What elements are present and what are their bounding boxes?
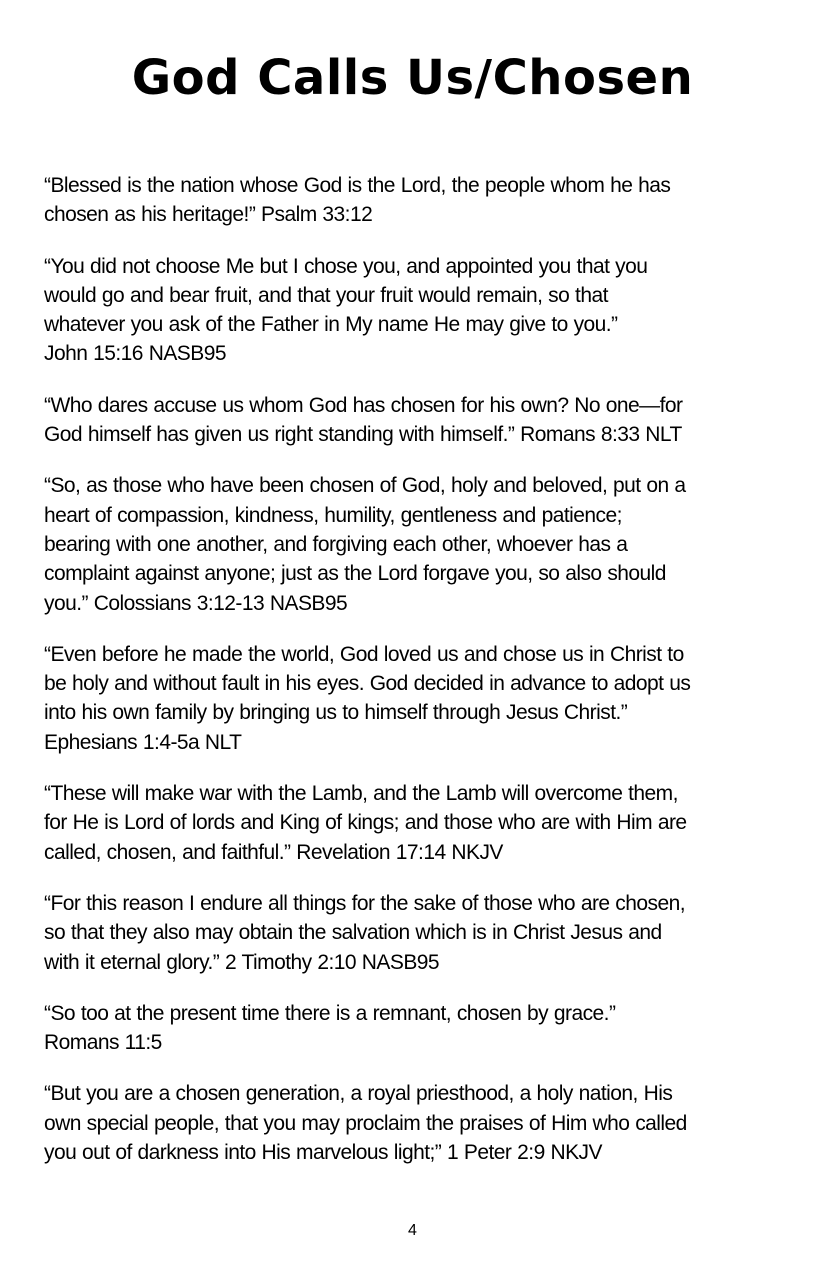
verse-line: complaint against anyone; just as the Lord forgave you, so also should — [44, 562, 666, 586]
verse-paragraph — [44, 779, 784, 867]
verse-line: whatever you ask of the Father in My name He may give to you.” — [44, 313, 618, 337]
verse-line: so that they also may obtain the salvation which is in Christ Jesus and — [44, 921, 662, 945]
verse-line: own special people, that you may proclaim the praises of Him who called — [44, 1111, 687, 1135]
page-title: God Calls Us/Chosen — [131, 50, 694, 106]
verse-line: “Even before he made the world, God loved us and chose us in Christ to — [44, 642, 684, 666]
verse-line: heart of compassion, kindness, humility, gentleness and patience; — [44, 503, 622, 527]
page-number: 4 — [408, 1222, 417, 1239]
verse-line: for He is Lord of lords and King of kings; and those who are with Him are — [44, 811, 687, 835]
verse-line: “These will make war with the Lamb, and the Lamb will overcome them, — [44, 782, 678, 806]
verse-line: “Who dares accuse us whom God has chosen for his own? No one—for — [44, 393, 683, 417]
verse-paragraph — [44, 252, 784, 369]
verse-line: chosen as his heritage!” Psalm 33:12 — [44, 203, 373, 227]
verse-line: “You did not choose Me but I chose you, and appointed you that you — [44, 254, 648, 278]
verse-paragraph — [44, 471, 784, 617]
verse-line: bearing with one another, and forgiving each other, whoever has a — [44, 532, 628, 556]
verse-line: “So too at the present time there is a remnant, chosen by grace.” — [44, 1001, 616, 1025]
verse-paragraph — [44, 171, 784, 230]
verse-line: God himself has given us right standing with himself.” Romans 8:33 NLT — [44, 423, 682, 447]
verse-line: “Blessed is the nation whose God is the Lord, the people whom he has — [44, 174, 671, 197]
verse-line: with it eternal glory.” 2 Timothy 2:10 NASB95 — [44, 950, 440, 974]
verse-line: “So, as those who have been chosen of God, holy and beloved, put on a — [44, 474, 686, 498]
verse-paragraph — [44, 391, 784, 450]
verse-line: you out of darkness into His marvelous light;” 1 Peter 2:9 NKJV — [44, 1141, 602, 1165]
verse-list — [44, 171, 784, 1189]
verse-line: John 15:16 NASB95 — [44, 342, 226, 366]
verse-line: into his own family by bringing us to himself through Jesus Christ.” — [44, 701, 628, 725]
verse-line: be holy and without fault in his eyes. God decided in advance to adopt us — [44, 672, 691, 696]
verse-line: “But you are a chosen generation, a royal priesthood, a holy nation, His — [44, 1082, 673, 1106]
verse-paragraph — [44, 1079, 784, 1167]
verse-line: you.” Colossians 3:12-13 NASB95 — [44, 591, 348, 615]
verse-paragraph — [44, 889, 784, 977]
verse-line: Romans 11:5 — [44, 1031, 162, 1055]
verse-line: Ephesians 1:4-5a NLT — [44, 730, 242, 754]
verse-line: “For this reason I endure all things for the sake of those who are chosen, — [44, 891, 686, 915]
verse-line: called, chosen, and faithful.” Revelation 17:14 NKJV — [44, 840, 503, 864]
verse-paragraph — [44, 640, 784, 757]
verse-paragraph — [44, 999, 784, 1058]
verse-line: would go and bear fruit, and that your fruit would remain, so that — [44, 283, 608, 307]
